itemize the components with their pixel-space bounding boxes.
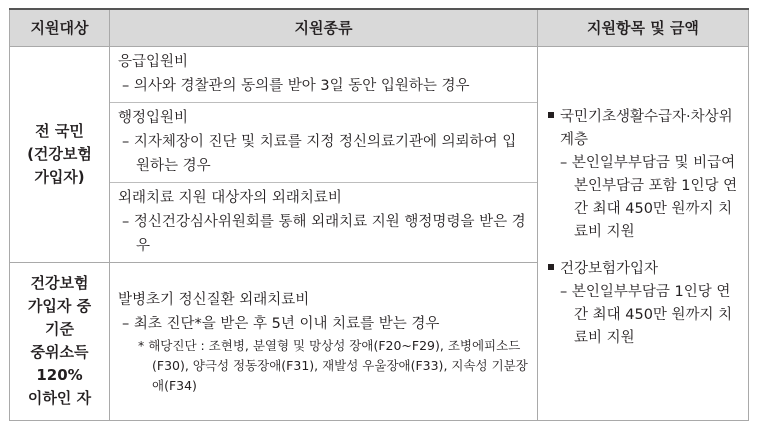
header-type: 지원종류 xyxy=(110,9,538,46)
support-type-detail: – 정신건강심사위원회를 통해 외래치료 지원 행정명령을 받은 경우 xyxy=(122,213,526,254)
item-group-title: 국민기초생활수급자·차상위계층 xyxy=(560,108,733,148)
square-bullet-icon xyxy=(548,264,554,270)
item-group-title: 건강보험가입자 xyxy=(560,260,659,277)
item-group-detail: – 본인일부부담금 1인당 연간 최대 450만 원까지 치료비 지원 xyxy=(560,283,733,346)
item-group-detail: – 본인일부부담금 및 비급여본인부담금 포함 1인당 연간 최대 450만 원까지 치료비 지원 xyxy=(560,154,738,240)
types-cell xyxy=(110,262,538,420)
table-header-row xyxy=(10,9,749,46)
support-type-block xyxy=(110,183,537,262)
types-cell xyxy=(110,46,538,262)
support-type-detail: – 의사와 경찰관의 동의를 받아 3일 동안 입원하는 경우 xyxy=(122,77,470,94)
support-table xyxy=(9,8,749,421)
items-cell xyxy=(538,46,749,420)
header-items: 지원항목 및 금액 xyxy=(538,9,749,46)
support-type-block xyxy=(110,103,537,183)
target-cell xyxy=(10,46,110,262)
support-type-block xyxy=(110,47,537,103)
item-group-head xyxy=(548,258,740,281)
item-group xyxy=(548,106,740,244)
header-target: 지원대상 xyxy=(10,9,110,46)
target-text: 건강보험 가입자 중 기준 중위소득 120% 이하인 자 xyxy=(27,274,92,407)
support-type-note: * 해당진단 : 조현병, 분열형 및 망상성 장애(F20~F29), 조병에피소드(F30), 양극성 정동장애(F31), 재발성 우울장애(F33), 지속성 기분장애(F34) xyxy=(138,337,528,393)
table-row xyxy=(10,46,749,262)
square-bullet-icon xyxy=(548,112,554,118)
support-type-title: 응급입원비 xyxy=(118,53,189,70)
support-type-detail: – 지자체장이 진단 및 치료를 지정 정신의료기관에 의뢰하여 입원하는 경우 xyxy=(122,133,517,174)
support-type-detail: – 최초 진단*을 받은 후 5년 이내 치료를 받는 경우 xyxy=(122,315,440,332)
target-text: 전 국민 (건강보험 가입자) xyxy=(27,121,92,186)
support-type-title: 외래치료 지원 대상자의 외래치료비 xyxy=(118,189,342,206)
item-group xyxy=(548,258,740,350)
item-group-head xyxy=(548,106,740,152)
support-type-title: 행정입원비 xyxy=(118,109,189,126)
target-cell xyxy=(10,262,110,420)
support-type-block xyxy=(110,285,537,400)
support-type-title: 발병초기 정신질환 외래치료비 xyxy=(118,291,310,308)
